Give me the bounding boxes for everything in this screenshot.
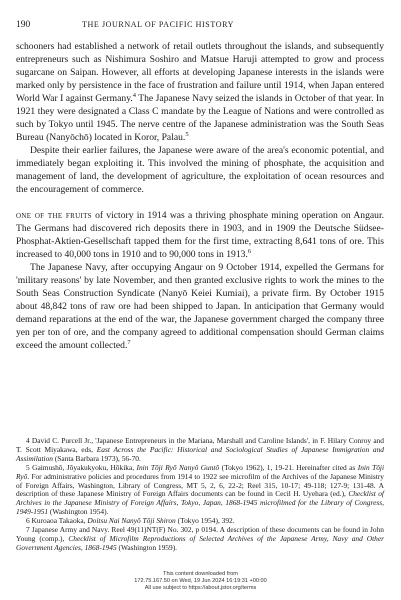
footnote [16, 526, 384, 553]
paragraph [16, 40, 384, 144]
journal-title: THE JOURNAL OF PACIFIC HISTORY [82, 20, 234, 29]
text-run: 5 Gaimushō, Jōyakukyoku, Hōkika, [26, 462, 137, 472]
footnote-ref: 6 [247, 247, 252, 255]
text-run: 7 Japanese Army and Navy. Reel 49(11)NT(F) No. 302, p 0194. A description of these documents can be found in John Young (comp.), [16, 525, 384, 543]
text-run: one of the fruits [16, 210, 92, 221]
footnotes [16, 437, 384, 553]
running-header [16, 20, 385, 34]
text-run: (Tokyo 1962), 1, 19-21. Hereinafter cited as [219, 462, 358, 472]
article-body [16, 40, 384, 352]
text-run: Checklist of Archives in the Japanese Ministry of Foreign Affairs, Tokyo, Japan, 1868-1945 microfilmed for the Library of Congress, 1949-1951 [16, 489, 384, 517]
footnote [16, 437, 384, 464]
text-run: of victory in 1914 was a thriving phosphate mining operation on Angaur. The Germans had discovered rich deposits there in 1903, and in 1909 the Deutsche Südsee-Phosphat-Aktien-Gesellschaft tapped them for the first time, extracting 8,641 tons of ore. This increased to 40,000 tons in 1910 and to 90,000 tons in 1913. [16, 210, 385, 260]
text-run: The Japanese Navy seized the islands in October of that year. In 1921 they were designated a Class C mandate by the League of Nations and were controlled as such by Tokyo until 1945. The nerve centre of the Japanese administration was the South Seas Bureau (Nanyōchō) located in Koror, Palau. [16, 93, 384, 143]
text-run: Doitsu Nai Nanyō Tōji Shiron [87, 516, 176, 526]
text-run: (Washington 1954). [48, 507, 109, 517]
text-run: schooners had established a network of retail outlets throughout the islands, and subsequently entrepreneurs such as Nishimura Soshiro and Matsue Haruji attempted to grow and process sugarcane on Saipan. However, all efforts at developing Japanese interests in the islands were marked only by persistence in the face of frustration and failure until 1914, when Japan entered World War I against Germany. [16, 41, 384, 104]
paragraph [16, 209, 384, 261]
page-number: 190 [16, 20, 31, 30]
jstor-footer [0, 571, 401, 592]
text-run: Inin Tōji Ryō Nanyō Guntō [136, 462, 220, 472]
text-run: East Across the Pacific: Historical and Sociological Studies of Japanese Immigration and Assimilation [16, 444, 384, 463]
footnote-ref: 5 [185, 130, 189, 138]
footer-line: 172.75.167.50 on Wed, 19 Jun 2024 16:19:31 +00:00 [134, 578, 267, 584]
footnote [16, 464, 384, 517]
text-run: Checklist of Microfilm Reproductions of Selected Archives of the Japanese Army, Navy and Other Government Agencies, 1868-1945 [16, 533, 384, 552]
text-run: 4 David C. Purcell Jr., 'Japanese Entrepreneurs in the Mariana, Marshall and Caroline Islands', in F. Hilary Conroy and T. Scott Miyakawa, eds, [16, 436, 384, 454]
footer-line: This content downloaded from [163, 571, 238, 577]
footnote-ref: 7 [127, 338, 131, 346]
footnote-ref: 4 [132, 91, 137, 99]
footer-line: All use subject to https://about.jstor.org/terms [144, 585, 257, 591]
text-run: The Japanese Navy, after occupying Angaur on 9 October 1914, expelled the Germans for 'military reasons' by late November, and then granted exclusive rights to work the mines to the South Seas Construction Syndicate (Nanyō Keiei Kumiai), a private firm. By October 1915 about 48,842 tons of raw ore had been shipped to Japan. In anticipation that Germany would demand reparations at the end of the war, the Japanese government charged the company three yen per ton of ore, and the company agreed to additional compensation should German claims exceed the amount collected. [16, 262, 384, 351]
text-run: Despite their earlier failures, the Japanese were aware of the area's economic potential, and immediately began exploiting it. This involved the mining of phosphate, the acquisition and management of land, the development of agriculture, the exploitation of ocean resources and the encouragement of commerce. [16, 145, 384, 195]
text-run: Inin Tōji Ryō [16, 462, 384, 481]
text-run: (Santa Barbara 1973), 56-70. [52, 453, 141, 463]
text-run: 6 Kuroaoa Takaoka, [26, 516, 88, 526]
text-run: (Tokyo 1954), 392. [175, 516, 235, 526]
text-run: (Washington 1959). [116, 542, 178, 552]
paragraph [16, 261, 384, 352]
text-run: . For administrative policies and procedures from 1914 to 1922 see microfilm of the Archives of the Japanese Ministry of Foreign Affairs, Washington, Library of Congress, MT 5, 2, 6, 22-2; Reel 315, 10-17; 49-118; 127-9; 131-48. A description of these Japanese Ministry of Foreign Affairs documents can be found in Cecil H. Uyehara (ed.), [16, 471, 384, 499]
paragraph [16, 144, 384, 196]
